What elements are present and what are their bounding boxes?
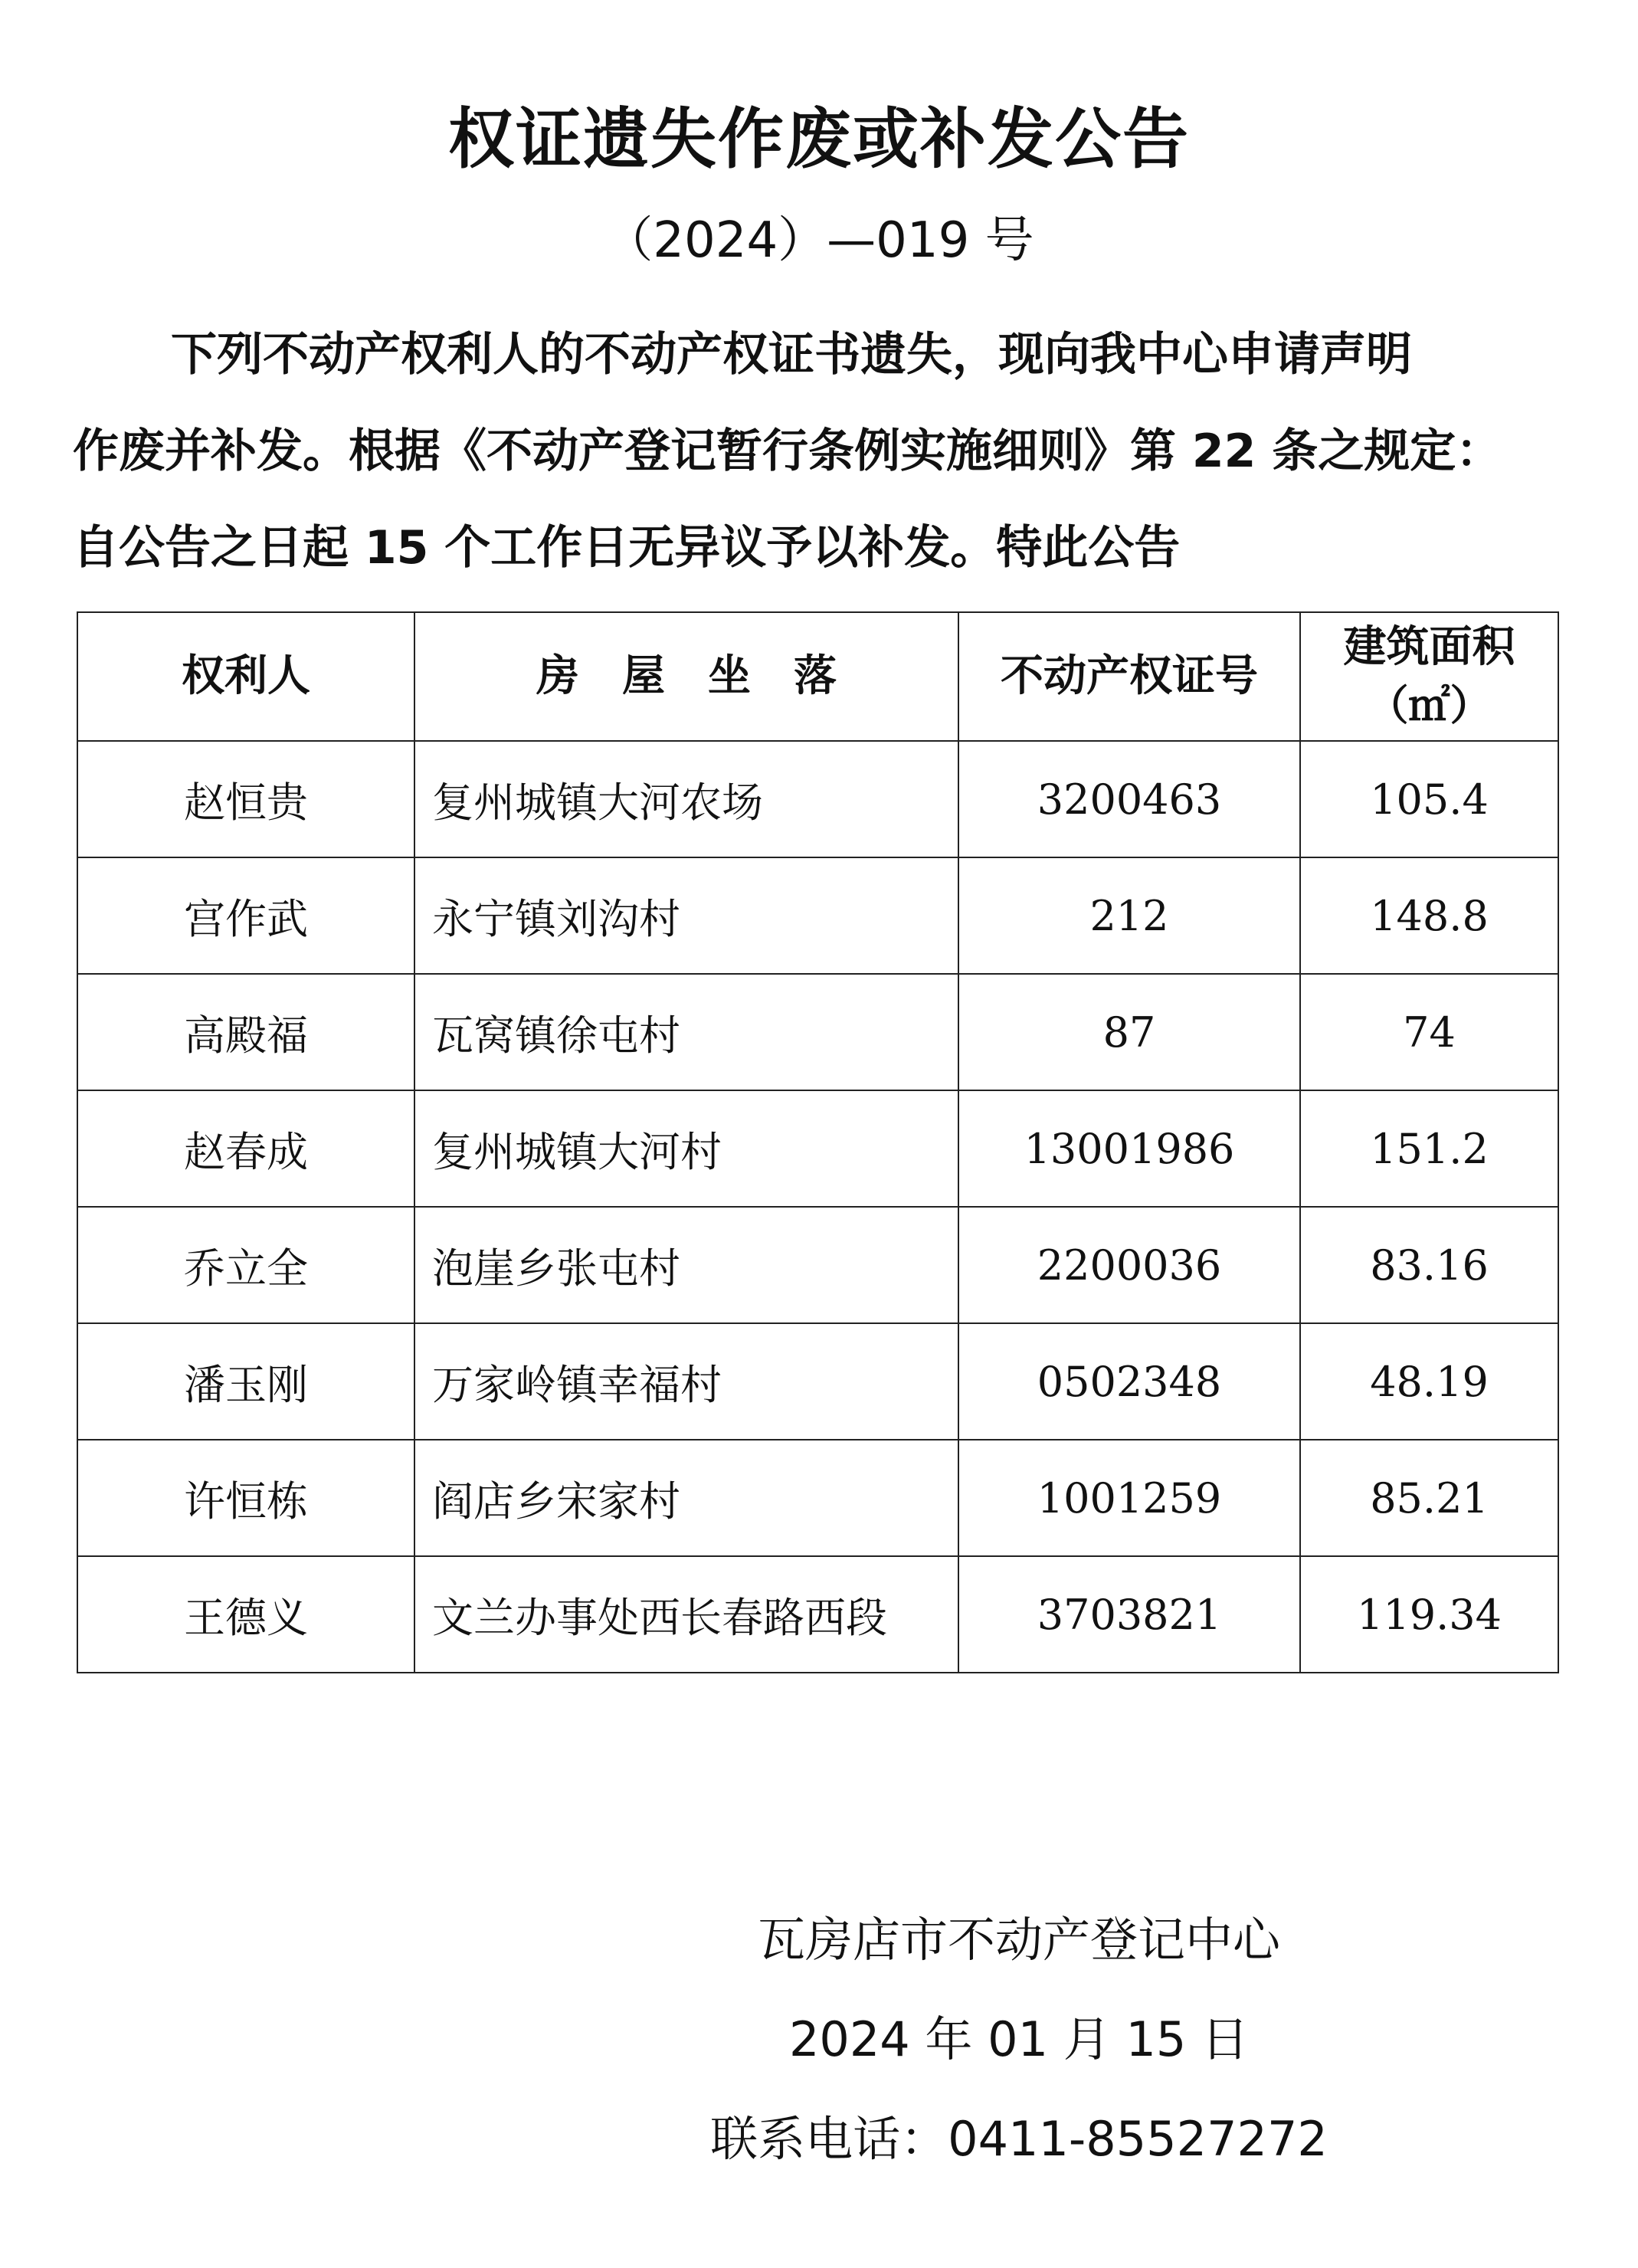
contact-phone: 联系电话：0411-85527272: [710, 2111, 1328, 2167]
cell-holder: 乔立全: [77, 1207, 414, 1323]
certificate-table: [77, 611, 1559, 1673]
cell-area: 85.21: [1300, 1440, 1558, 1556]
cell-holder: 宫作武: [77, 857, 414, 974]
cell-area: 74: [1300, 974, 1558, 1090]
cell-location: 复州城镇大河村: [414, 1090, 958, 1207]
cell-location: 阎店乡宋家村: [414, 1440, 958, 1556]
cell-area: 105.4: [1300, 741, 1558, 857]
document-number: （2024）—019 号: [604, 212, 1034, 269]
issue-date: 2024 年 01 月 15 日: [788, 2011, 1250, 2067]
cell-holder: 许恒栋: [77, 1440, 414, 1556]
announcement-body: [73, 306, 1574, 596]
body-line-2: 作废并补发。根据《不动产登记暂行条例实施细则》第 22 条之规定：: [73, 424, 1502, 478]
cell-area: 83.16: [1300, 1207, 1558, 1323]
cell-cert-no: 1001259: [958, 1440, 1300, 1556]
cell-location: 万家岭镇幸福村: [414, 1323, 958, 1440]
header-location-label: 房屋坐落: [536, 651, 880, 701]
table-row: [77, 1556, 1558, 1673]
cell-cert-no: 0502348: [958, 1323, 1300, 1440]
table-header-row: [77, 612, 1558, 741]
body-line-1: 下列不动产权利人的不动产权证书遗失，现向我中心申请声明: [171, 328, 1412, 382]
header-holder: 权利人: [77, 612, 414, 741]
header-area-unit: （㎡）: [1367, 681, 1492, 729]
cell-location: 泡崖乡张屯村: [414, 1207, 958, 1323]
cell-cert-no: 3200463: [958, 741, 1300, 857]
table-row: [77, 974, 1558, 1090]
cell-holder: 潘玉刚: [77, 1323, 414, 1440]
issuing-organization: 瓦房店市不动产登记中心: [757, 1912, 1280, 1968]
cell-area: 148.8: [1300, 857, 1558, 974]
body-line-3: 自公告之日起 15 个工作日无异议予以补发。特此公告: [73, 521, 1181, 575]
cell-holder: 王德义: [77, 1556, 414, 1673]
table-row: [77, 741, 1558, 857]
table-row: [77, 1090, 1558, 1207]
header-area: [1300, 612, 1558, 741]
cell-holder: 赵恒贵: [77, 741, 414, 857]
cell-location: 瓦窝镇徐屯村: [414, 974, 958, 1090]
cell-cert-no: 212: [958, 857, 1300, 974]
cell-location: 文兰办事处西长春路西段: [414, 1556, 958, 1673]
header-area-label: 建筑面积: [1343, 622, 1515, 672]
cell-holder: 高殿福: [77, 974, 414, 1090]
cell-location: 复州城镇大河农场: [414, 741, 958, 857]
header-location: [414, 612, 958, 741]
cell-area: 119.34: [1300, 1556, 1558, 1673]
table-row: [77, 857, 1558, 974]
cell-cert-no: 2200036: [958, 1207, 1300, 1323]
cell-cert-no: 3703821: [958, 1556, 1300, 1673]
cell-location: 永宁镇刘沟村: [414, 857, 958, 974]
page-title: 权证遗失作废或补发公告: [448, 101, 1190, 178]
table-row: [77, 1207, 1558, 1323]
cell-cert-no: 87: [958, 974, 1300, 1090]
cell-area: 151.2: [1300, 1090, 1558, 1207]
cell-holder: 赵春成: [77, 1090, 414, 1207]
header-cert-no: 不动产权证号: [958, 612, 1300, 741]
table-row: [77, 1323, 1558, 1440]
cell-cert-no: 13001986: [958, 1090, 1300, 1207]
table-row: [77, 1440, 1558, 1556]
cell-area: 48.19: [1300, 1323, 1558, 1440]
